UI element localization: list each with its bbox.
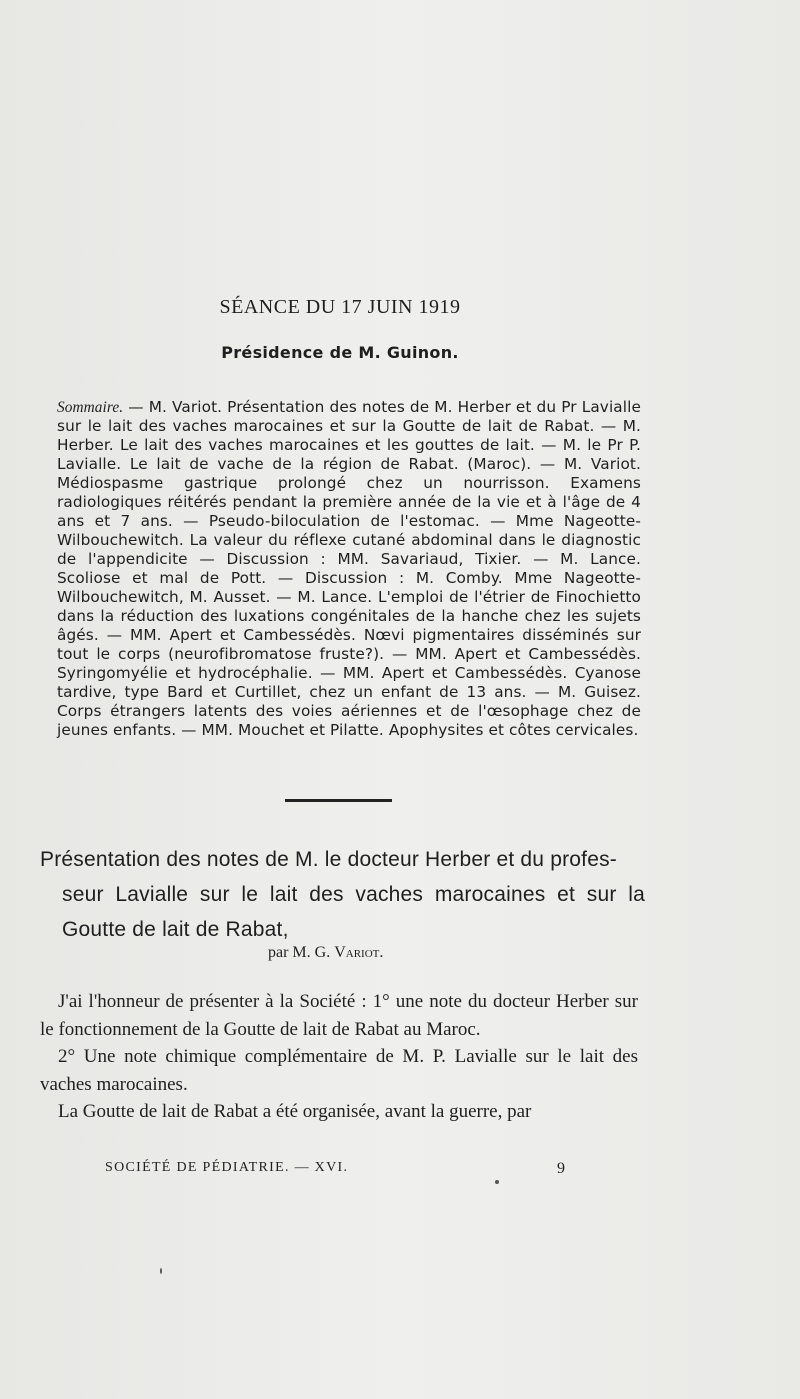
- seance-title: SÉANCE DU 17 JUIN 1919: [219, 296, 461, 318]
- paper-speck: [160, 1268, 162, 1274]
- sommaire-text: — M. Variot. Présentation des notes de M. Herber et du Pr Lavialle sur le lait des vaches marocaines et sur la Goutte de lait de Rabat. — M. Herber. Le lait des vaches marocaines et les gouttes de lait. — M. le Pr P. Lavialle. Le lait de vache de la région de Rabat. (Maroc). — M. Variot. Médiospasme gastrique prolongé chez un nourrisson. Examens radiologiques réitérés pendant la première année de la vie et à l'âge de 4 ans et 7 ans. — Pseudo-biloculation de l'estomac. — Mme Nageotte-Wilbouchewitch. La valeur du réflexe cutané abdominal dans le diagnostic de l'appendicite — Discussion : MM. Savariaud, Tixier. — M. Lance. Scoliose et mal de Pott. — Discussion : M. Comby. Mme Nageotte-Wilbouchewitch, M. Ausset. — M. Lance. L'emploi de l'étrier de Finochietto dans la réduction des luxations congénitales de la hanche chez les sujets âgés. — MM. Apert et Cambessédès. Nœvi pigmentaires disséminés sur tout le corps (neurofibromatose fruste?). — MM. Apert et Cambessédès. Syringomyélie et hydrocéphalie. — MM. Apert et Cambessédès. Cyanose tardive, type Bard et Curtillet, chez un enfant de 13 ans. — M. Guisez. Corps étrangers latents des voies aériennes et de l'œsophage chez de jeunes enfants. — MM. Mouchet et Pilatte. Apophysites et côtes cervicales.: [57, 398, 641, 739]
- body-paragraph-3: La Goutte de lait de Rabat a été organisée, avant la guerre, par: [58, 1101, 532, 1122]
- article-title-line-2: seur Lavialle sur le lait des vaches marocaines et sur la: [62, 883, 645, 906]
- page-footer: [105, 1160, 565, 1176]
- byline-prefix: par M. G.: [268, 944, 335, 961]
- article-title-line-1: Présentation des notes de M. le docteur Herber et du profes-: [40, 848, 617, 871]
- paper-speck: [495, 1180, 499, 1184]
- running-head: SOCIÉTÉ DE PÉDIATRIE. — XVI.: [105, 1160, 349, 1175]
- sommaire-paragraph: [57, 398, 641, 740]
- sommaire-label: Sommaire.: [57, 399, 124, 416]
- presidence-heading: Présidence de M. Guinon.: [221, 343, 459, 362]
- body-paragraph-1: J'ai l'honneur de présenter à la Société : 1° une note du docteur Herber sur le fonctionnement de la Goutte de lait de Rabat au Maroc.: [40, 991, 638, 1040]
- body-paragraph-2: 2° Une note chimique complémentaire de M. P. Lavialle sur le lait des vaches marocaines.: [40, 1046, 638, 1095]
- article-byline: [268, 944, 383, 962]
- article-title-line-3: Goutte de lait de Rabat,: [62, 918, 289, 941]
- article-body: [40, 988, 638, 1126]
- page-number: 9: [557, 1160, 565, 1177]
- section-divider: [285, 799, 392, 802]
- byline-author: Variot.: [334, 944, 384, 961]
- article-title: [40, 842, 645, 947]
